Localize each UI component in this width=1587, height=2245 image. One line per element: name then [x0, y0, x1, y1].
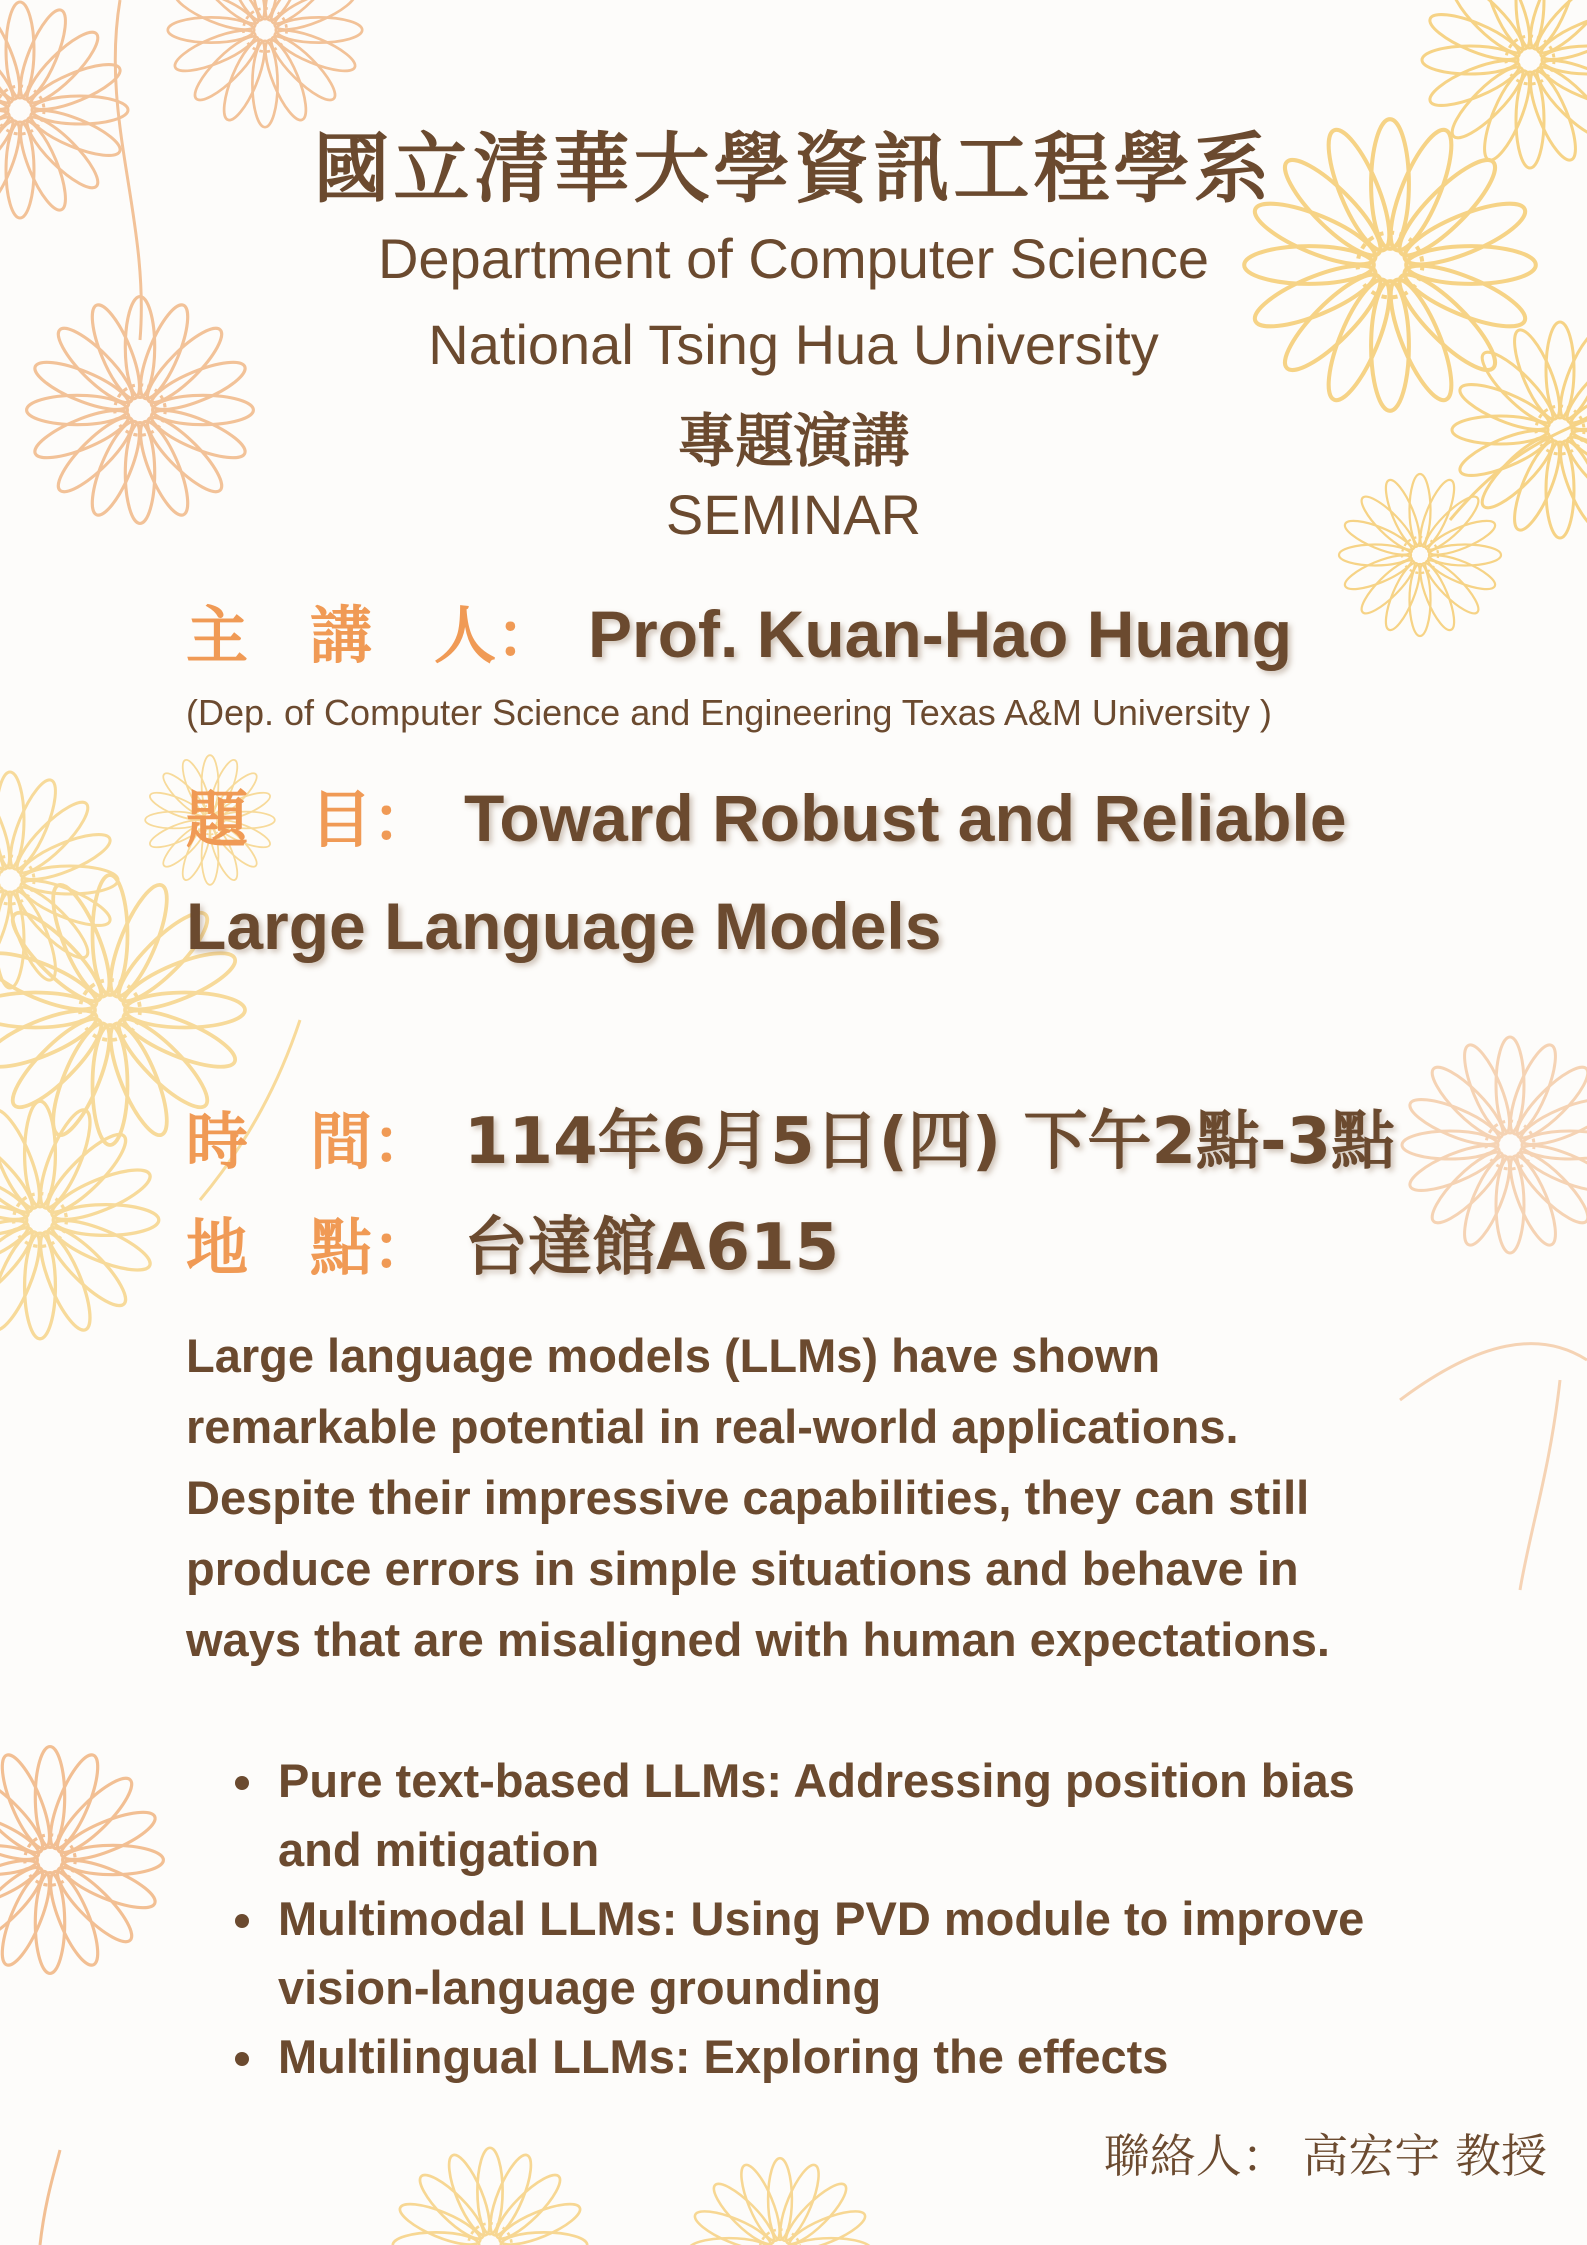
time-row [186, 1090, 1395, 1182]
seminar-title-en: SEMINAR [665, 483, 922, 546]
speaker-name: Prof. Kuan-Hao Huang [588, 597, 1293, 671]
topic-row [186, 770, 1347, 859]
venue-row [186, 1196, 839, 1288]
daisy-icon [688, 2158, 872, 2245]
topic-line-2: Large Language Models [186, 889, 942, 963]
speaker-affiliation: (Dep. of Computer Science and Engineering Texas A&M University ) [186, 692, 1272, 733]
bullet-item: • Multimodal LLMs: Using PVD module to improve vision-language grounding [270, 1884, 1450, 2022]
venue-label: 地 點： [186, 1211, 435, 1284]
time-label: 時 間： [186, 1105, 435, 1178]
speaker-row [186, 586, 1292, 675]
contact-person: 聯絡人： 高宏宇 教授 [1103, 2129, 1547, 2183]
daisy-icon [1402, 1037, 1587, 1253]
abstract-bullet-list [226, 1746, 1450, 2091]
university-name: National Tsing Hua University [428, 313, 1159, 376]
daisy-icon [393, 2148, 587, 2245]
venue-value: 台達館A615 [464, 1211, 840, 1285]
department-title-zh: 國立清華大學資訊工程學系 [313, 124, 1274, 213]
bullet-item: • Pure text-based LLMs: Addressing position bias and mitigation [270, 1746, 1450, 1884]
daisy-icon [0, 1101, 159, 1339]
time-value: 114年6月5日(四) 下午2點-3點 [464, 1105, 1396, 1179]
speaker-label: 主 講 人： [186, 599, 559, 672]
topic-label: 題 目： [186, 783, 435, 856]
topic-line-1: Toward Robust and Reliable [464, 781, 1347, 855]
abstract-paragraph: Large language models (LLMs) have shown remarkable potential in real-world applications. Despite their impressive capabilities, they can still produce errors in simple situations and behave in ways that are misaligned with human expectations. [186, 1329, 1330, 1666]
daisy-icon [0, 1747, 163, 1974]
bullet-item: • Multilingual LLMs: Exploring the effects [270, 2022, 1450, 2091]
department-title-en: Department of Computer Science [377, 227, 1210, 290]
seminar-title-zh: 專題演講 [677, 407, 910, 475]
